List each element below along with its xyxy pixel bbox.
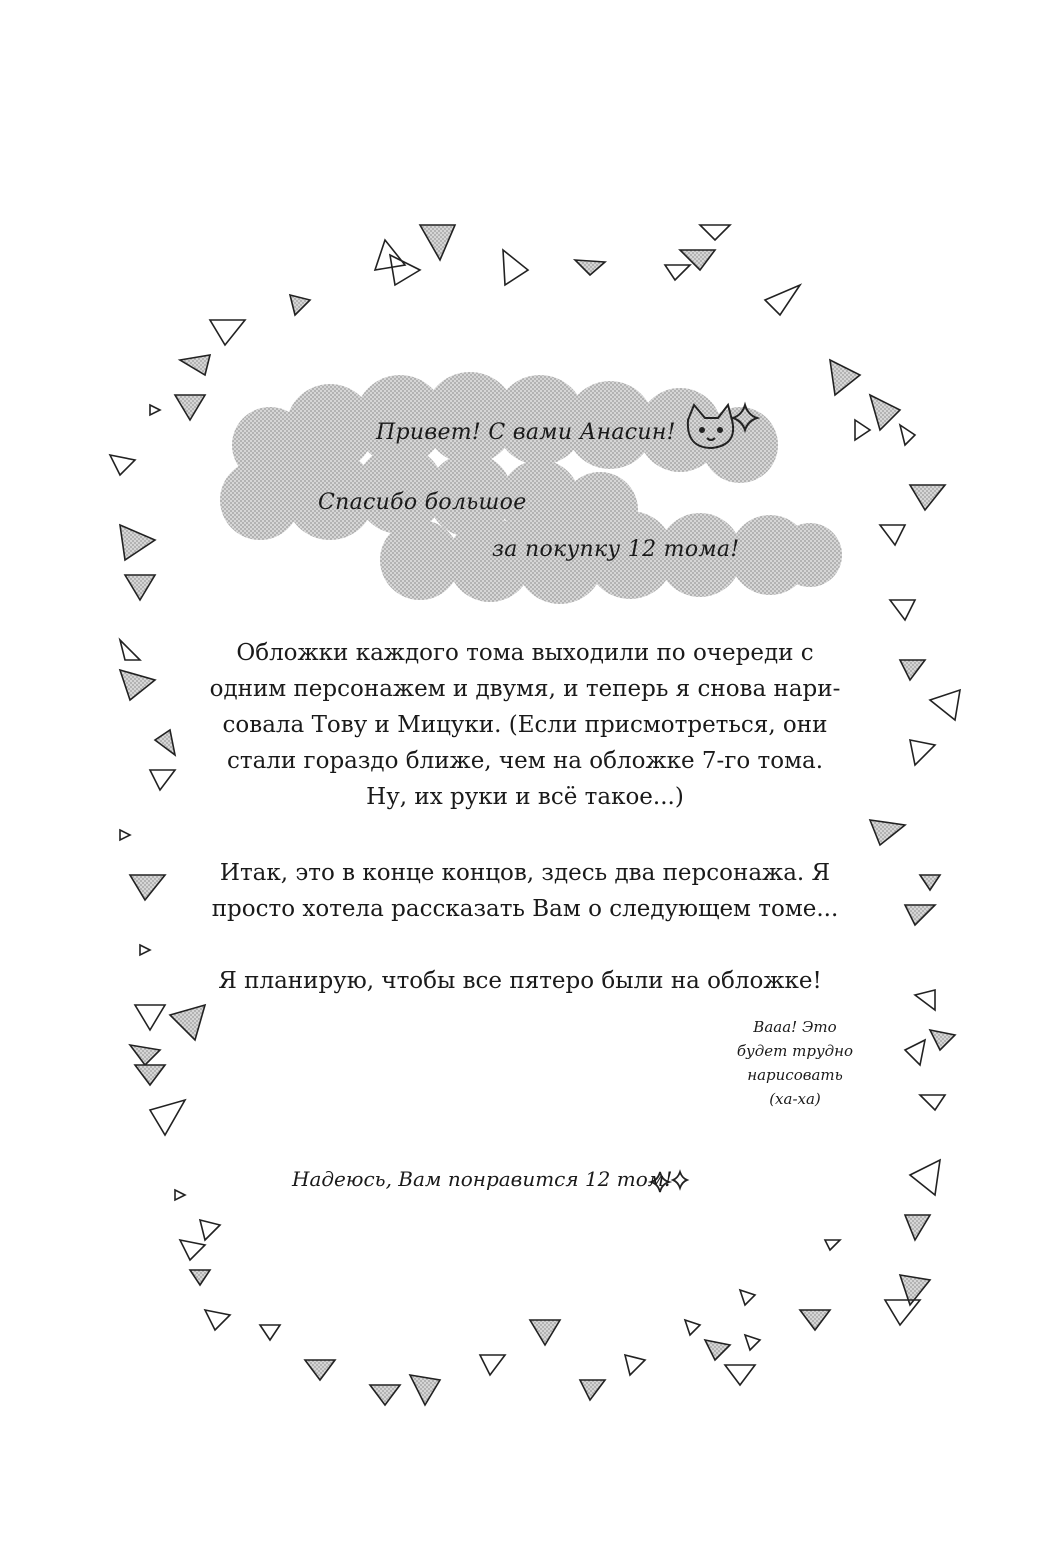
closing-line: Надеюсь, Вам понравится 12 том! (292, 1167, 673, 1191)
text-line: стали гораздо ближе, чем на обложке 7-го тома. (226, 748, 824, 774)
side-note (725, 1015, 865, 1111)
note-line: (ха-ха) (769, 1090, 821, 1108)
text-line: одним персонажем и двумя, и теперь я снова нари- (209, 676, 841, 702)
paragraph-covers (200, 635, 850, 815)
text-line: просто хотела рассказать Вам о следующем томе... (211, 896, 839, 922)
paragraph-next-volume (200, 855, 850, 927)
text-line: совала Тову и Мицуки. (Если присмотреться, они (222, 712, 828, 738)
thanks-line: Спасибо большое (318, 490, 527, 515)
text-line: Итак, это в конце концов, здесь два персонажа. Я (219, 860, 831, 886)
paragraph-plan (200, 963, 840, 999)
text-line: Я планирую, чтобы все пятеро были на обложке! (218, 968, 822, 994)
greeting-line: Привет! С вами Анасин! (376, 420, 676, 445)
note-line: Ваaa! Это (753, 1018, 837, 1036)
note-line: нарисовать (747, 1066, 843, 1084)
text-line: Ну, их руки и всё такое...) (366, 784, 684, 810)
text-line: Обложки каждого тома выходили по очереди с (236, 640, 814, 666)
header-bubble-cloud (220, 372, 842, 604)
thanks-line-2: за покупку 12 тома! (492, 537, 740, 562)
note-line: будет трудно (736, 1042, 854, 1060)
